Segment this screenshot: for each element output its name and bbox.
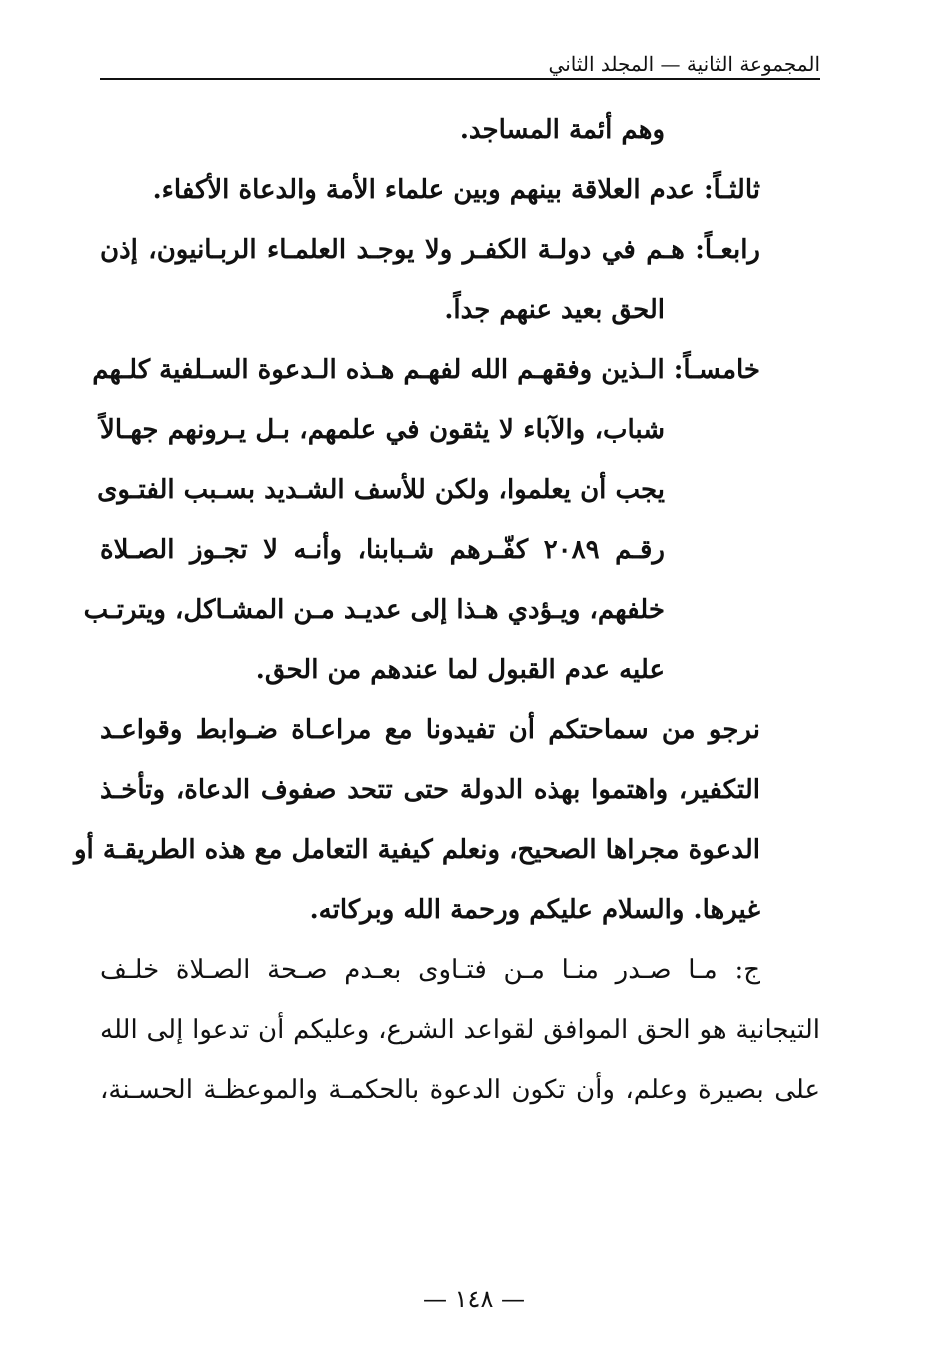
line-10: عليه عدم القبول لما عندهم من الحق. (255, 655, 665, 685)
page-body (73, 100, 820, 1120)
line-17: على بصيرة وعلم، وأن تكون الدعوة بالحكمـة والموعظـة الحسـنة، (100, 1075, 820, 1105)
item-label-fifth: خامسـاً: (673, 355, 760, 385)
line-7: يجب أن يعلموا، ولكن للأسف الشـديد بسـبب الفتـوى (97, 475, 665, 505)
page-number: — ١٤٨ — (423, 1285, 525, 1313)
line-12: التكفير، واهتموا بهذه الدولة حتى تتحد صفوف الدعاة، وتأخـذ (100, 775, 760, 805)
line-8: رقـم ٢٠٨٩ كفّـرهم شـبابنا، وأنـه لا تجـوز الصـلاة (100, 535, 665, 565)
line-11: نرجو من سماحتكم أن تفيدونا مع مراعـاة ضـوابط وقواعـد (100, 715, 760, 745)
item-text-fourth: هـم في دولـة الكفـر ولا يوجـد العلمـاء الربـانيون، إذن (100, 235, 685, 265)
line-4: الحق بعيد عنهم جداً. (444, 295, 665, 325)
item-text-third: عدم العلاقة بينهم وبين علماء الأمة والدعاة الأكفاء. (152, 175, 695, 205)
line-3 (100, 220, 820, 280)
line-2 (100, 160, 820, 220)
item-label-third: ثالثـاً: (703, 175, 760, 205)
line-14: غيرها. والسلام عليكم ورحمة الله وبركاته. (309, 895, 760, 925)
line-15: ج: مـا صـدر منـا مـن فتـاوى بعـدم صـحة الصـلاة خلـف (100, 955, 760, 985)
header-rule (100, 78, 820, 80)
item-label-fourth: رابعـاً: (695, 235, 760, 265)
line-5 (92, 340, 820, 400)
line-1: وهم أئمة المساجد. (459, 115, 665, 145)
line-16: التيجانية هو الحق الموافق لقواعد الشرع، وعليكم أن تدعوا إلى الله (100, 1015, 820, 1045)
page-header (100, 52, 820, 92)
line-13: الدعوة مجراها الصحيح، ونعلم كيفية التعامل مع هذه الطريقـة أو (73, 835, 760, 865)
line-6: شباب، والآباء لا يثقون في علمهم، بـل يـرونهم جهـالاً (100, 415, 665, 445)
running-title: المجموعة الثانية — المجلد الثاني (543, 52, 820, 76)
item-text-fifth: الـذين وفقهـم الله لفهـم هـذه الـدعوة السـلفية كلـهم (92, 355, 665, 385)
line-9: خلفهم، ويـؤدي هـذا إلى عديـد مـن المشـاكل، ويترتـب (83, 595, 665, 625)
